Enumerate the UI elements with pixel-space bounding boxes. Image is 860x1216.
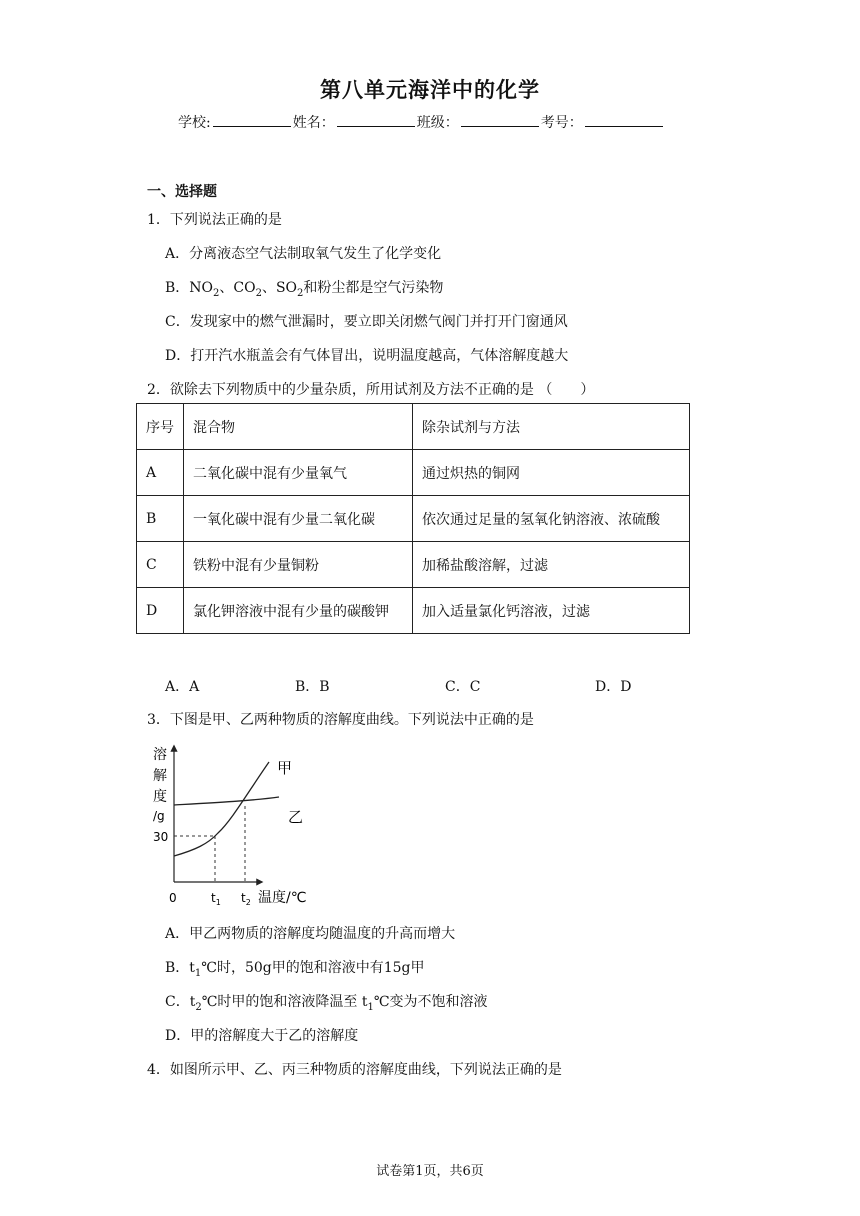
q2-option-c: C．C bbox=[445, 679, 481, 695]
table-row bbox=[137, 588, 690, 634]
name-label: 姓名： bbox=[292, 115, 335, 131]
table-cell: 二氧化碳中混有少量氧气 bbox=[184, 450, 413, 496]
table-cell: A bbox=[137, 450, 184, 496]
y-tick-30: 30 bbox=[153, 830, 169, 844]
number-blank bbox=[585, 114, 663, 127]
section-heading: 一、选择题 bbox=[147, 184, 217, 200]
q2-option-b: B．B bbox=[295, 679, 330, 695]
table-cell: 加入适量氯化钙溶液，过滤 bbox=[413, 588, 690, 634]
y-label-char: 解 bbox=[153, 768, 167, 784]
q2-option-a: A．A bbox=[165, 679, 200, 695]
table-row bbox=[137, 542, 690, 588]
student-info-line bbox=[178, 112, 665, 132]
table-header-row bbox=[137, 404, 690, 450]
q1-option-c: C．发现家中的燃气泄漏时，要立即关闭燃气阀门并打开门窗通风 bbox=[165, 314, 568, 330]
y-label-char: 度 bbox=[153, 789, 167, 805]
x-tick-t1: $t_1$ bbox=[211, 891, 221, 907]
q4-stem: 4．如图所示甲、乙、丙三种物质的溶解度曲线，下列说法正确的是 bbox=[147, 1062, 562, 1078]
table-header-cell: 序号 bbox=[137, 404, 184, 450]
page-footer: 试卷第1页，共6页 bbox=[376, 1164, 484, 1179]
x-axis-label: 温度/℃ bbox=[258, 890, 307, 906]
q3-stem: 3．下图是甲、乙两种物质的溶解度曲线。下列说法中正确的是 bbox=[147, 712, 534, 728]
table-cell: C bbox=[137, 542, 184, 588]
q1-option-d: D．打开汽水瓶盖会有气体冒出，说明温度越高，气体溶解度越大 bbox=[165, 348, 569, 364]
exam-title: 第八单元海洋中的化学 bbox=[320, 77, 540, 102]
table-row bbox=[137, 450, 690, 496]
y-label-unit: /g bbox=[153, 809, 165, 823]
curve-jia bbox=[174, 762, 269, 856]
table-cell: D bbox=[137, 588, 184, 634]
table-header-cell: 混合物 bbox=[184, 404, 413, 450]
q3-option-c: C．$t_2℃$时甲的饱和溶液降温至 $t_1℃$变为不饱和溶液 bbox=[165, 994, 488, 1013]
y-label-char: 溶 bbox=[153, 747, 167, 763]
solubility-graph bbox=[140, 738, 340, 910]
table-header-cell: 除杂试剂与方法 bbox=[413, 404, 690, 450]
q1-stem: 1．下列说法正确的是 bbox=[147, 212, 282, 228]
curve-label-jia: 甲 bbox=[277, 759, 293, 777]
curve-label-yi: 乙 bbox=[288, 808, 304, 826]
q2-stem: 2．欲除去下列物质中的少量杂质，所用试剂及方法不正确的是 （ ） bbox=[147, 382, 595, 398]
x-tick-t2: $t_2$ bbox=[241, 891, 251, 907]
number-label: 考号： bbox=[540, 115, 583, 131]
school-blank bbox=[213, 114, 291, 127]
school-label: 学校: bbox=[178, 115, 211, 131]
table-cell: 铁粉中混有少量铜粉 bbox=[184, 542, 413, 588]
table-cell: 通过炽热的铜网 bbox=[413, 450, 690, 496]
q3-option-a: A．甲乙两物质的溶解度均随温度的升高而增大 bbox=[165, 926, 456, 942]
q1-option-b: B．$NO_2$、$CO_2$、$SO_2$和粉尘都是空气污染物 bbox=[165, 280, 444, 299]
table-cell: 一氧化碳中混有少量二氧化碳 bbox=[184, 496, 413, 542]
q3-option-d: D．甲的溶解度大于乙的溶解度 bbox=[165, 1028, 359, 1044]
table-row bbox=[137, 496, 690, 542]
q1-option-a: A．分离液态空气法制取氧气发生了化学变化 bbox=[165, 246, 442, 262]
class-blank bbox=[461, 114, 539, 127]
q3-option-b: B．$t_1℃$时，50g甲的饱和溶液中有15g甲 bbox=[165, 960, 425, 979]
name-blank bbox=[337, 114, 415, 127]
origin-label: 0 bbox=[169, 891, 177, 905]
table-cell: 依次通过足量的氢氧化钠溶液、浓硫酸 bbox=[413, 496, 690, 542]
q2-table bbox=[136, 403, 690, 634]
table-cell: 氯化钾溶液中混有少量的碳酸钾 bbox=[184, 588, 413, 634]
curve-yi bbox=[174, 797, 279, 805]
class-label: 班级： bbox=[416, 115, 459, 131]
q2-option-d: D．D bbox=[595, 679, 632, 695]
table-cell: 加稀盐酸溶解，过滤 bbox=[413, 542, 690, 588]
table-cell: B bbox=[137, 496, 184, 542]
